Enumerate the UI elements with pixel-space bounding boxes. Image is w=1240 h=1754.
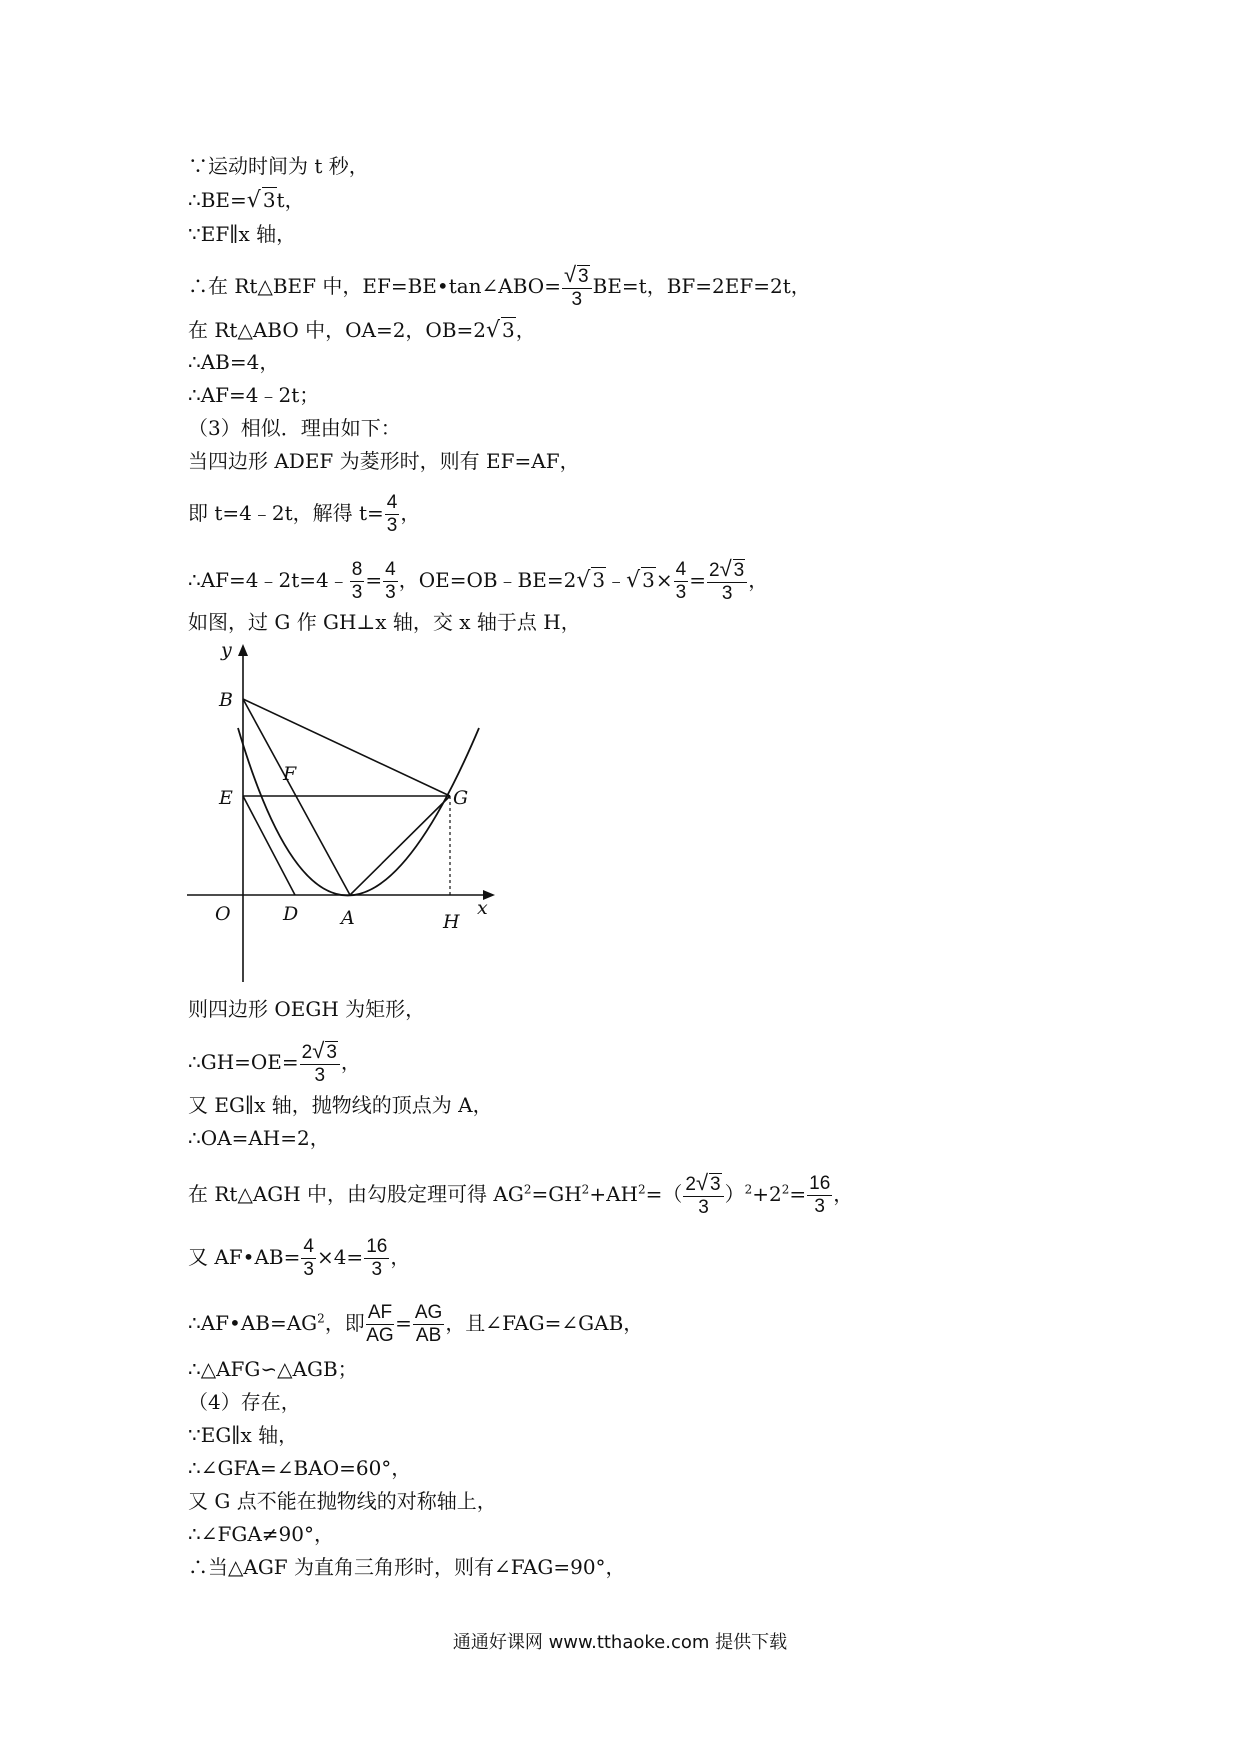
parabola-figure [185,642,515,987]
line-19 [188,1302,643,1347]
label-A: A [341,907,355,929]
text: 在 Rt△AGH 中，由勾股定理可得 AG [188,1182,524,1206]
line-14 [188,1040,361,1087]
segment-AG [350,796,450,895]
text: 在 Rt△ABO 中，OA=2，OB=2 [188,318,486,342]
numerator-coef: 2 [301,1042,313,1063]
line-10 [188,492,420,537]
sqrt-sign: √ [626,568,641,593]
text: ， [833,1182,854,1206]
text: ×4= [316,1245,364,1269]
numerator: 16 [366,1236,388,1257]
fraction [413,1302,444,1347]
segment-ED [243,796,295,895]
denominator: AB [415,1325,442,1346]
numerator-coef: 2 [685,1174,696,1195]
denominator: 3 [675,582,687,603]
numerator: 4 [303,1236,314,1257]
numerator: 4 [675,559,687,580]
label-D: D [283,903,299,925]
segment-BG [243,699,450,796]
radicand: 3 [326,1042,337,1063]
fraction [350,559,365,604]
text: ，OE=OB﹣BE=2 [398,568,577,592]
segment-BA [243,699,350,895]
numerator-coef: 2 [708,560,720,581]
superscript: 2 [581,1182,590,1197]
text: ∴在 Rt△BEF 中，EF=BE•tan∠ABO= [188,274,561,298]
denominator: AG [366,1325,394,1346]
denominator: 3 [571,289,583,310]
line-24: 又 G 点不能在抛物线的对称轴上， [188,1489,497,1513]
fraction: $\frac{√ 3}{3}$ [562,264,592,311]
line-25: ∴∠FGA≠90°， [188,1522,334,1546]
text: =GH [531,1182,582,1206]
label-E: E [219,787,233,809]
fraction: $\frac{2√ 3}{3}$ [707,558,747,605]
numerator: AF [367,1302,393,1323]
radicand: 3 [710,1174,721,1195]
radicand: 3 [502,318,515,342]
text: =（ [645,1182,683,1206]
denominator: 3 [814,1196,825,1217]
text: BE=t，BF=2EF=2t， [592,274,811,298]
line-17 [188,1172,853,1219]
line-13: 则四边形 OEGH 为矩形， [188,997,426,1021]
radicand: 3 [262,188,276,212]
sqrt-sign: √ [486,318,501,343]
label-G: G [453,787,469,809]
denominator: 3 [351,582,363,603]
line-20: ∴△AFG∽△AGB； [188,1357,358,1381]
fraction [385,492,400,537]
line-23: ∴∠GFA=∠BAO=60°， [188,1456,412,1480]
line-7: ∴AF=4﹣2t； [188,383,320,407]
text: = [689,568,706,592]
fraction: $\frac{2√ 3}{3}$ [300,1040,340,1087]
fraction [383,559,398,604]
line-6: ∴AB=4， [188,350,280,374]
line-26: ∴当△AGF 为直角三角形时，则有∠FAG=90°， [188,1555,626,1579]
line-15: 又 EG∥x 轴，抛物线的顶点为 A， [188,1093,493,1117]
text: 即 t=4﹣2t，解得 t= [188,501,384,525]
text: +2 [752,1182,782,1206]
superscript: 2 [781,1182,790,1197]
denominator: 3 [385,582,396,603]
text: ﹣ [606,568,627,592]
text: ， [515,318,536,342]
numerator: 8 [351,559,363,580]
denominator: 3 [314,1065,326,1086]
y-axis-arrow [238,644,248,656]
line-18 [188,1236,410,1281]
line-5 [188,317,536,343]
text: +AH [589,1182,638,1206]
fraction [807,1173,832,1218]
text: = [789,1182,807,1206]
text: 又 AF•AB= [188,1245,301,1269]
fraction [674,559,689,604]
line-4 [188,264,811,311]
denominator: 3 [698,1197,709,1218]
line-22: ∵EG∥x 轴， [188,1423,299,1447]
numerator: 4 [385,559,396,580]
text: ， [340,1050,361,1074]
numerator: AG [414,1302,443,1323]
label-H: H [443,911,460,933]
text: ， [400,501,421,525]
superscript: 2 [317,1311,325,1326]
line-16: ∴OA=AH=2， [188,1126,330,1150]
text: ，且∠FAG=∠GAB， [445,1311,644,1335]
label-y: y [221,642,232,661]
denominator: 3 [371,1259,383,1280]
text: ，即 [324,1311,365,1335]
text: = [395,1311,412,1335]
numerator: 4 [386,492,398,513]
line-2 [188,187,305,213]
numerator: 16 [809,1173,831,1194]
denominator: 3 [721,583,733,604]
label-x: x [477,897,488,919]
text: ， [748,568,769,592]
text: ∴BE= [188,188,247,212]
line-21: （4）存在， [188,1390,301,1414]
line-8: （3）相似．理由如下： [188,416,401,440]
text: ∴AF•AB=AG [188,1311,318,1335]
radicand: 3 [733,560,745,581]
text: ， [390,1245,411,1269]
text: ） [724,1182,745,1206]
superscript: 2 [744,1182,753,1197]
line-11 [188,558,768,605]
radicand: 3 [578,266,589,287]
superscript: 2 [523,1182,532,1197]
text: ∴GH=OE= [188,1050,299,1074]
fraction [366,1302,394,1347]
radicand: 3 [592,568,606,592]
superscript: 2 [637,1182,646,1197]
line-1: ∵运动时间为 t 秒， [188,154,369,178]
text: × [655,568,673,592]
radicand: 3 [642,568,655,592]
line-12: 如图，过 G 作 GH⊥x 轴，交 x 轴于点 H， [188,610,581,634]
fraction [364,1236,389,1281]
label-O: O [215,903,231,925]
sqrt-sign: √ [246,188,261,213]
sqrt-sign: √ [576,568,591,593]
line-3: ∵EF∥x 轴， [188,222,297,246]
fraction [301,1236,316,1281]
label-F: F [283,763,297,785]
footer-text: 通通好课网 www.tthaoke.com 提供下载 [452,1632,788,1653]
line-9: 当四边形 ADEF 为菱形时，则有 EF=AF， [188,449,580,473]
text: ∴AF=4﹣2t=4﹣ [188,568,349,592]
denominator: 3 [386,515,398,536]
label-B: B [219,689,233,711]
denominator: 3 [303,1259,314,1280]
text: t， [276,188,305,212]
fraction: $\frac{2√ 3}{3}$ [683,1172,723,1219]
text: = [365,568,383,592]
